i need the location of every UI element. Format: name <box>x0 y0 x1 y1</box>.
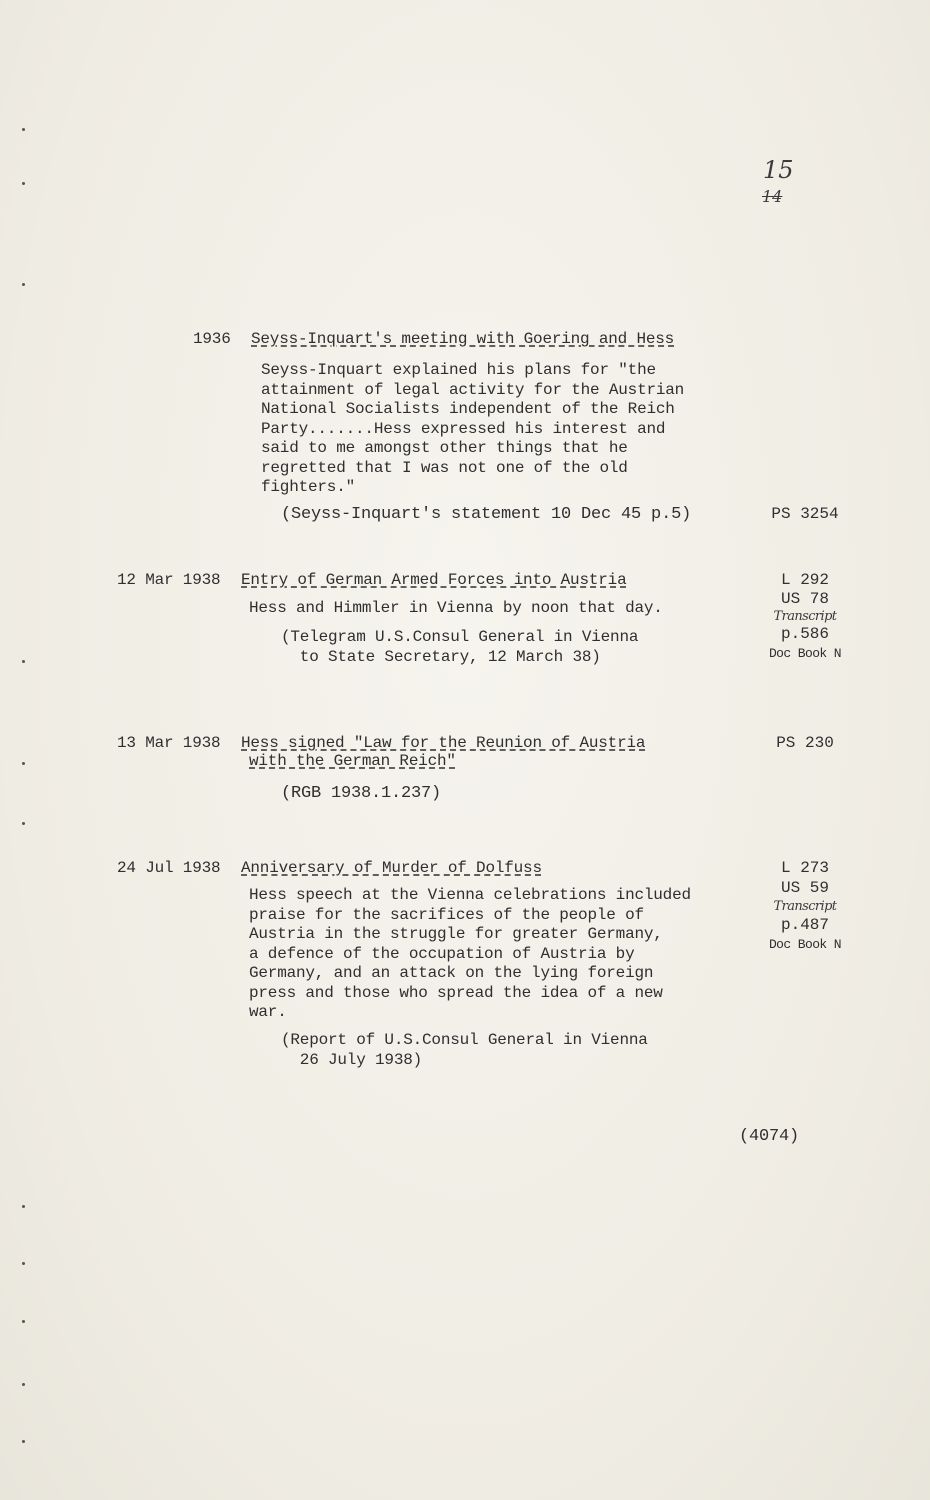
margin-speck <box>22 283 25 286</box>
entry-date: 24 Jul 1938 <box>117 859 221 877</box>
body-line: war. <box>249 1003 287 1021</box>
body-line: Hess and Himmler in Vienna by noon that day. <box>249 599 663 617</box>
entry-heading-continued: with the German Reich" <box>249 752 456 770</box>
entry-body <box>249 886 691 1023</box>
body-line: National Socialists independent of the Reich <box>261 400 675 418</box>
entry-source: (Seyss-Inquart's statement 10 Dec 45 p.5) <box>281 505 692 524</box>
source-line: to State Secretary, 12 March 38) <box>281 647 601 666</box>
ref-line: Transcript <box>773 898 837 914</box>
entry-refs <box>750 505 860 525</box>
ref-line: PS 230 <box>776 734 834 752</box>
entry-date: 1936 <box>193 330 231 348</box>
entry-heading: Entry of German Armed Forces into Austria <box>241 571 627 589</box>
ref-line: p.586 <box>780 624 829 643</box>
entry-heading: Seyss-Inquart's meeting with Goering and Hess <box>251 330 675 348</box>
margin-speck <box>22 1383 25 1386</box>
body-line: press and those who spread the idea of a new <box>249 983 663 1002</box>
ref-line: PS 3254 <box>771 505 839 523</box>
body-line: praise for the sacrifices of the people of <box>249 905 644 924</box>
body-line: Party.......Hess expressed his interest and <box>261 419 666 438</box>
ref-line: US 59 <box>780 878 829 897</box>
body-line: Seyss-Inquart explained his plans for "the <box>261 361 656 379</box>
entry-body <box>261 361 684 498</box>
entry-source <box>281 628 638 667</box>
page-number-struck: 14 <box>762 187 783 206</box>
entry-heading: Hess signed "Law for the Reunion of Austria <box>241 734 646 752</box>
body-line: a defence of the occupation of Austria by <box>249 944 635 963</box>
ref-line: Doc Book N <box>768 936 841 952</box>
body-line: Hess speech at the Vienna celebrations included <box>249 886 691 904</box>
source-line: (Telegram U.S.Consul General in Vienna <box>281 628 639 646</box>
entry-refs <box>750 734 860 754</box>
entry-refs <box>750 859 860 954</box>
margin-speck <box>22 762 25 765</box>
ref-line: L 292 <box>780 571 829 589</box>
margin-speck <box>22 1440 25 1443</box>
ref-line: Transcript <box>773 608 837 624</box>
source-line: (Report of U.S.Consul General in Vienna <box>281 1031 648 1049</box>
body-line: Germany, and an attack on the lying foreign <box>249 964 654 982</box>
entry-source <box>281 1031 648 1070</box>
entry-refs <box>750 571 860 663</box>
entry-date: 12 Mar 1938 <box>117 571 221 589</box>
margin-speck <box>22 822 25 825</box>
entry-source: (RGB 1938.1.237) <box>281 784 442 803</box>
source-line: 26 July 1938) <box>281 1050 423 1069</box>
margin-speck <box>22 182 25 185</box>
body-line: fighters." <box>261 478 356 496</box>
body-line: attainment of legal activity for the Austrian <box>261 380 685 399</box>
ref-line: Doc Book N <box>768 645 841 661</box>
margin-speck <box>22 1320 25 1323</box>
margin-speck <box>22 128 25 131</box>
body-line: Austria in the struggle for greater Germany, <box>249 925 663 943</box>
ref-line: US 78 <box>780 589 829 608</box>
margin-speck <box>22 660 25 663</box>
entry-date: 13 Mar 1938 <box>117 734 221 752</box>
margin-speck <box>22 1205 25 1208</box>
footer-document-number: (4074) <box>739 1127 800 1146</box>
page-number-current: 15 <box>763 156 794 184</box>
body-line: regretted that I was not one of the old <box>261 458 628 477</box>
entry-heading: Anniversary of Murder of Dolfuss <box>241 859 542 877</box>
ref-line: p.487 <box>780 915 829 934</box>
body-line: said to me amongst other things that he <box>261 439 628 457</box>
ref-line: L 273 <box>780 859 829 877</box>
margin-speck <box>22 1262 25 1265</box>
